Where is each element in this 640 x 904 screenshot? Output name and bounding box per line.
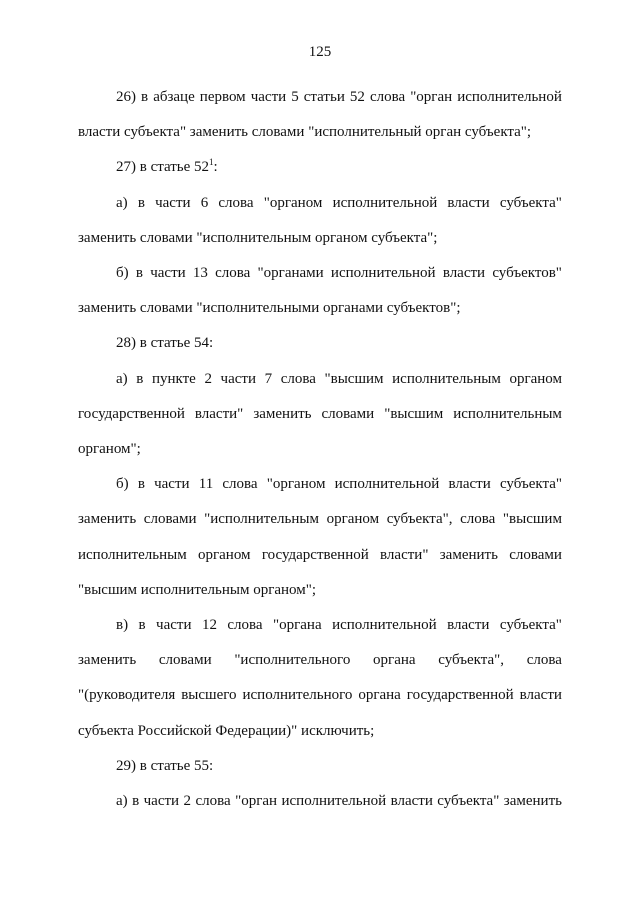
text-line-4 bbox=[78, 186, 562, 221]
word: 2 bbox=[183, 793, 192, 810]
word: части bbox=[150, 265, 186, 282]
word: словами bbox=[158, 652, 212, 669]
word: "(руководителя bbox=[78, 687, 176, 704]
word: высшего bbox=[181, 687, 237, 704]
word: "органа bbox=[273, 617, 322, 634]
word: 12 bbox=[201, 617, 217, 634]
text-line-18 bbox=[78, 678, 562, 713]
word: органа bbox=[373, 652, 416, 669]
word: заменить bbox=[439, 546, 498, 563]
word: органом bbox=[198, 546, 251, 563]
word: субъекта" bbox=[437, 793, 500, 810]
word: органа bbox=[358, 687, 401, 704]
word: исполнительного bbox=[242, 687, 353, 704]
word: словами bbox=[143, 511, 197, 528]
line-text bbox=[78, 502, 562, 537]
word: в bbox=[132, 793, 140, 810]
word: "орган bbox=[235, 793, 278, 810]
word: органом bbox=[509, 370, 562, 387]
text-line-19 bbox=[78, 714, 562, 749]
line-text: 28) в статье 54: bbox=[116, 335, 214, 352]
word: заменить bbox=[503, 793, 562, 810]
word: первом bbox=[199, 89, 246, 105]
line-text bbox=[78, 643, 562, 678]
word: 6 bbox=[200, 194, 209, 211]
word: "высшим bbox=[384, 405, 444, 422]
word: заменить bbox=[253, 405, 312, 422]
text-line-14 bbox=[78, 538, 562, 573]
text-line-16 bbox=[78, 608, 562, 643]
word: субъекта" bbox=[499, 617, 562, 634]
word: 52 bbox=[349, 89, 365, 105]
word: а) bbox=[116, 793, 128, 810]
word: власти bbox=[447, 194, 490, 211]
word: власти bbox=[447, 617, 490, 634]
line-text bbox=[116, 186, 562, 221]
line-text bbox=[116, 80, 562, 115]
line-text: заменить словами "исполнительным органом субъекта"; bbox=[78, 229, 438, 246]
line-text bbox=[116, 467, 562, 502]
word: исполнительной bbox=[330, 265, 436, 282]
line-text bbox=[116, 362, 562, 397]
text-line-21 bbox=[78, 784, 562, 819]
word: исполнительным bbox=[453, 405, 562, 422]
line-text bbox=[116, 256, 562, 291]
text-line-6 bbox=[78, 256, 562, 291]
text-line-2 bbox=[78, 115, 562, 150]
word: в bbox=[141, 89, 149, 105]
word: 7 bbox=[264, 370, 273, 387]
word: слова bbox=[215, 265, 251, 282]
text-line-10 bbox=[78, 397, 562, 432]
word: части bbox=[156, 617, 192, 634]
word: исполнительной bbox=[334, 476, 440, 493]
word: слова bbox=[227, 617, 263, 634]
line-text: власти субъекта" заменить словами "исполнительный орган субъекта"; bbox=[78, 124, 532, 141]
superscript: 1 bbox=[209, 157, 214, 168]
text-line-3 bbox=[78, 150, 562, 185]
page-number: 125 bbox=[308, 44, 332, 60]
word: б) bbox=[116, 265, 129, 282]
word: власти bbox=[390, 793, 433, 810]
word: субъекта" bbox=[499, 194, 562, 211]
word: 13 bbox=[192, 265, 208, 282]
word: исполнительным bbox=[78, 546, 187, 563]
word: власти bbox=[519, 687, 562, 704]
word: части bbox=[143, 793, 180, 810]
word: исполнительной bbox=[457, 89, 562, 105]
word: 2 bbox=[204, 370, 212, 387]
text-line-15 bbox=[78, 573, 562, 608]
word: 5 bbox=[291, 89, 299, 105]
word: "орган bbox=[410, 89, 453, 105]
word: исполнительной bbox=[332, 194, 438, 211]
word: слова bbox=[222, 476, 258, 493]
word: а) bbox=[116, 194, 128, 211]
line-text: органом"; bbox=[78, 441, 141, 458]
text-line-9 bbox=[78, 362, 562, 397]
word: власти" bbox=[194, 405, 244, 422]
word: "исполнительного bbox=[234, 652, 351, 669]
word: части bbox=[154, 476, 190, 493]
line-text bbox=[78, 397, 562, 432]
word: слова bbox=[460, 511, 496, 528]
word: 11 bbox=[198, 476, 214, 493]
word: в bbox=[137, 476, 145, 493]
word: "органами bbox=[257, 265, 324, 282]
line-text bbox=[78, 678, 562, 713]
word: "высшим bbox=[324, 370, 384, 387]
word: а) bbox=[116, 370, 128, 387]
word: субъекта", bbox=[438, 652, 505, 669]
word: в bbox=[137, 194, 145, 211]
word: заменить bbox=[78, 511, 137, 528]
line-text: заменить словами "исполнительными органами субъектов"; bbox=[78, 300, 461, 317]
word: органом bbox=[326, 511, 380, 528]
line-text: "высшим исполнительным органом"; bbox=[78, 581, 317, 598]
word: слова bbox=[280, 370, 316, 387]
text-line-8 bbox=[78, 326, 562, 361]
document-body bbox=[78, 80, 562, 819]
word: заменить bbox=[78, 652, 137, 669]
word: в bbox=[136, 370, 144, 387]
line-text: субъекта Российской Федерации)" исключить; bbox=[78, 722, 375, 739]
word: слова bbox=[526, 652, 562, 669]
word: исполнительным bbox=[392, 370, 501, 387]
word: статьи bbox=[303, 89, 345, 105]
line-text: : bbox=[213, 159, 218, 176]
word: в bbox=[135, 265, 143, 282]
word: государственной bbox=[78, 405, 185, 422]
word: исполнительной bbox=[281, 793, 387, 810]
word: слова bbox=[369, 89, 406, 105]
text-line-12 bbox=[78, 467, 562, 502]
text-line-20 bbox=[78, 749, 562, 784]
word: "органом bbox=[263, 194, 323, 211]
line-text bbox=[116, 784, 562, 819]
word: части bbox=[155, 194, 191, 211]
text-line-17 bbox=[78, 643, 562, 678]
line-text: 29) в статье 55: bbox=[116, 757, 214, 774]
word: части bbox=[220, 370, 256, 387]
line-text bbox=[116, 608, 562, 643]
text-line-1 bbox=[78, 80, 562, 115]
word: словами bbox=[321, 405, 375, 422]
word: субъектов" bbox=[492, 265, 562, 282]
word: словами bbox=[509, 546, 562, 563]
word: государственной bbox=[406, 687, 514, 704]
word: субъекта", bbox=[386, 511, 453, 528]
word: слова bbox=[218, 194, 254, 211]
word: слова bbox=[195, 793, 231, 810]
word: "органом bbox=[266, 476, 326, 493]
word: субъекта" bbox=[499, 476, 562, 493]
text-line-11 bbox=[78, 432, 562, 467]
line-text: 27) в статье 52 bbox=[116, 159, 210, 176]
word: 26) bbox=[116, 89, 136, 105]
word: "исполнительным bbox=[204, 511, 319, 528]
word: власти" bbox=[380, 546, 429, 563]
word: абзаце bbox=[153, 89, 195, 105]
word: б) bbox=[116, 476, 129, 493]
word: власти bbox=[442, 265, 486, 282]
text-line-5 bbox=[78, 221, 562, 256]
word: исполнительной bbox=[332, 617, 437, 634]
text-line-13 bbox=[78, 502, 562, 537]
word: в bbox=[138, 617, 146, 634]
word: "высшим bbox=[502, 511, 562, 528]
word: в) bbox=[116, 617, 129, 634]
word: части bbox=[250, 89, 287, 105]
word: пункте bbox=[151, 370, 196, 387]
line-text bbox=[78, 538, 562, 573]
word: государственной bbox=[261, 546, 369, 563]
word: власти bbox=[448, 476, 491, 493]
text-line-7 bbox=[78, 291, 562, 326]
